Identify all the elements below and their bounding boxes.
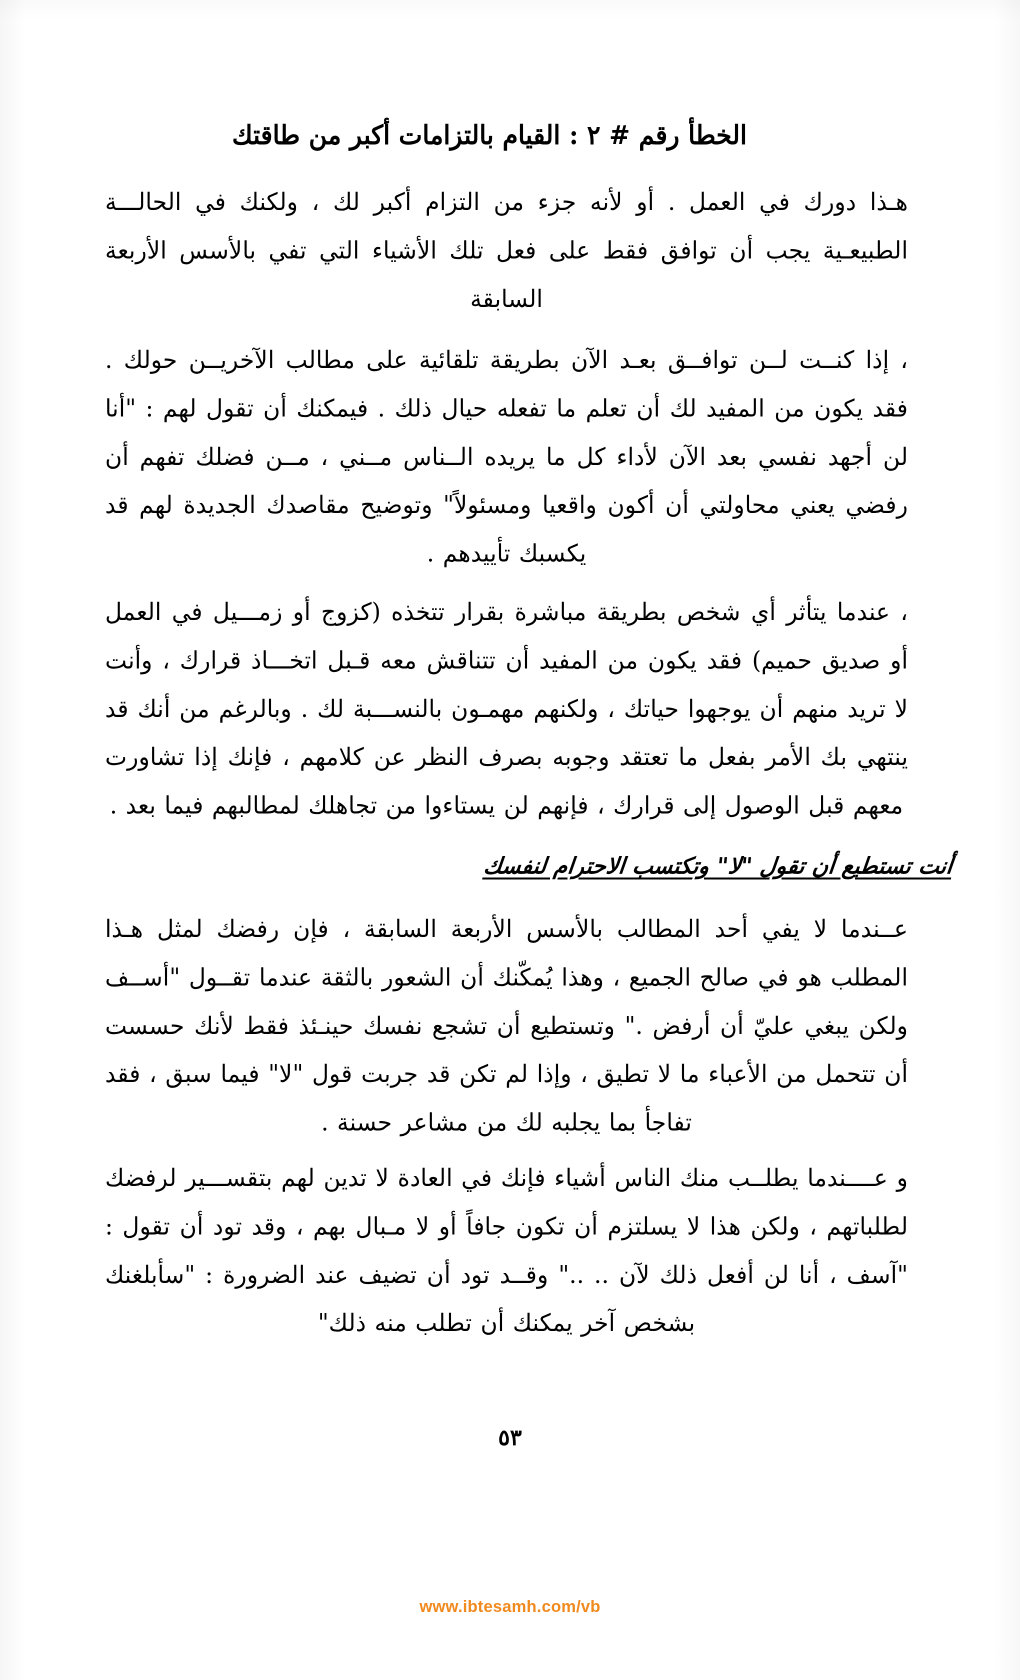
chapter-title: الخطأ رقم # ٢ : القيام بالتزامات أكبر من طاقتك	[232, 120, 747, 151]
scan-edge-shading-top	[0, 0, 1020, 20]
paragraph-2: ، إذا كنــت لــن توافــق بعـد الآن بطريقة تلقائية على مطالب الآخريــن حولك . فقد يكون من المفيد لك أن تعلم ما تفعله حيال ذلك . فيمكنك أن تقول لهم : "أنا لن أجهد نفسي بعد الآن لأداء كل ما يريده الــناس مــني ، مــن فضلك تفهم أن رفضي يعني محاولتي أن أكون واقعيا ومسئولاً" وتوضيح مقاصدك الجديدة لهم قد يكسبك تأييدهم .	[105, 345, 908, 568]
section-subheading: أنت تستطيع أن تقول "لا" وتكتسب الاحترام لنفسك	[482, 852, 954, 880]
body-text-column	[105, 118, 954, 1359]
paragraph-3: ، عندما يتأثر أي شخص بطريقة مباشرة بقرار تتخذه (كزوج أو زمـــيل في العمل أو صديق حميم) فقد يكون من المفيد أن تتناقش معه قـبل اتخـــاذ قرارك ، وأنت لا تريد منهم أن يوجهوا حياتك ، ولكنهم مهمـون بالنســـبة لك . وبالرغم من أنك قد ينتهي بك الأمر بفعل ما تعتقد وجوبه بصرف النظر عن كلامهم ، فإنك إذا تشاورت معهم قبل الوصول إلى قرارك ، فإنهم لن يستاءوا من تجاهلك لمطالبهم فيما بعد .	[105, 597, 908, 820]
page-number: ٥٣	[498, 1425, 522, 1451]
paragraph-5: و عــــندما يطلــب منك الناس أشياء فإنك في العادة لا تدين لهم بتقســـير لرفضك لطلباتهم ، ولكن هذا لا يسلتزم أن تكون جافاً أو لا مـبال بهم ، وقد تود أن تقول : "آسف ، أنا لن أفعل ذلك لآن .. .." وقــد تود أن تضيف عند الضرورة : "سأبلغنك بشخص آخر يمكنك أن تطلب منه ذلك"	[105, 1163, 908, 1338]
paragraph-1: هـذا دورك في العمل . أو لأنه جزء من التزام أكبر لك ، ولكنك في الحالـــة الطبيعـية يجب أن توافق فقط على فعل تلك الأشياء التي تفي بالأسس الأربعة السابقة	[105, 187, 908, 313]
paragraph-4: عــندما لا يفي أحد المطالب بالأسس الأربعة السابقة ، فإن رفضك لمثل هـذا المطلب هو في صالح الجميع ، وهذا يُمكّنك أن الشعور بالثقة عندما تقــول "أســف ولكن يبغي عليّ أن أرفض ." وتستطيع أن تشجع نفسك حينـئذ فقط لأنك حسست أن تتحمل من الأعباء ما لا تطيق ، وإذا لم تكن قد جربت قول "لا" فيما سبق ، فقد تفاجأ بما يجلبه لك من مشاعر حسنة .	[105, 914, 908, 1137]
section-subheading-row	[105, 852, 954, 899]
site-watermark: www.ibtesamh.com/vb	[419, 1598, 601, 1616]
